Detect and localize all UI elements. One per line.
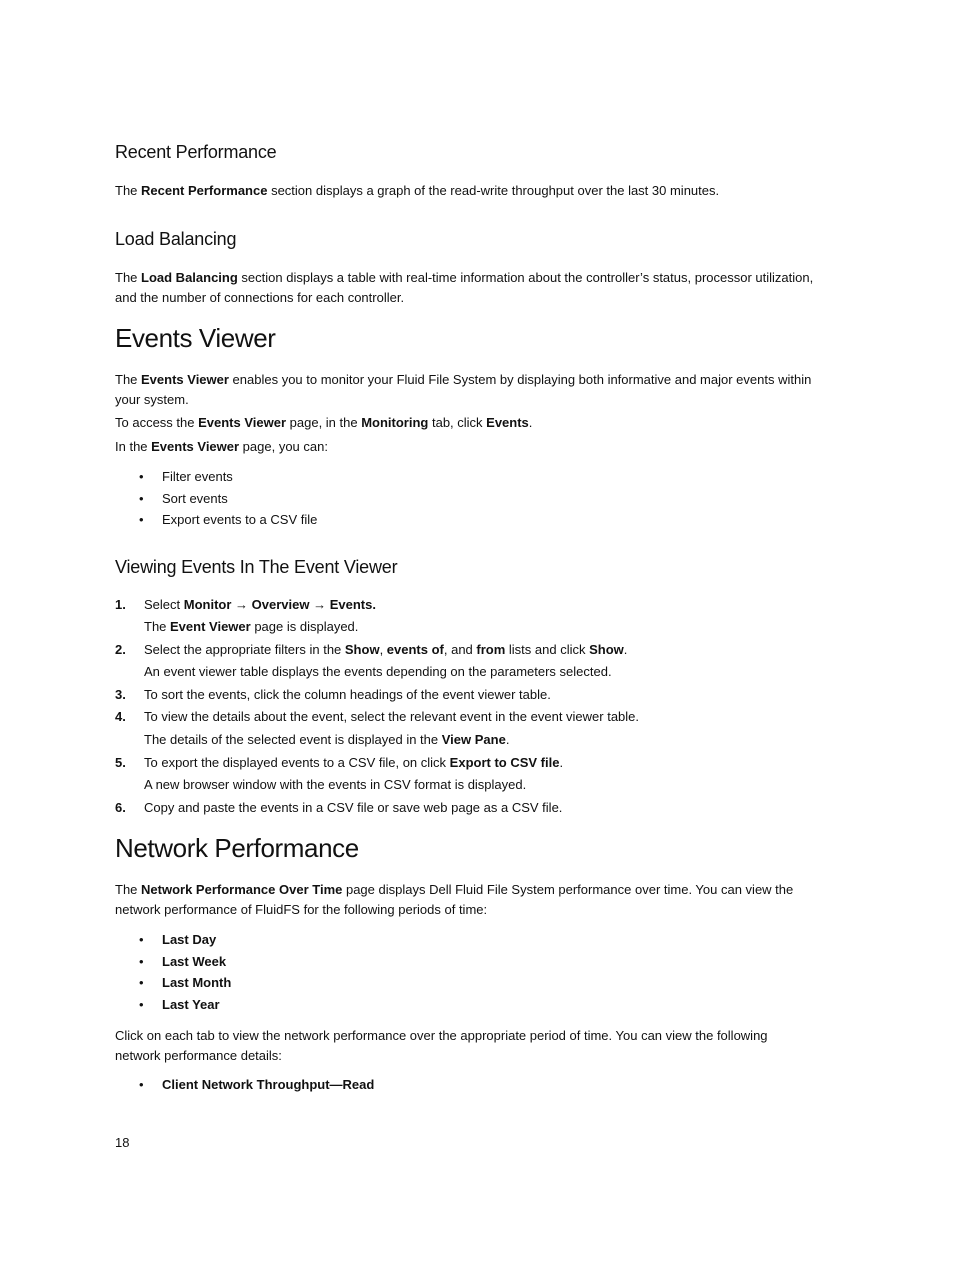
step-1: Select Monitor → Overview → Events. — [144, 597, 376, 612]
heading-load-balancing: Load Balancing — [115, 229, 237, 249]
paragraph-events-viewer-access: To access the Events Viewer page, in the Monitoring tab, click Events. — [115, 415, 533, 430]
step-3: To sort the events, click the column headings of the event viewer table. — [144, 687, 551, 702]
paragraph-load-balancing: The Load Balancing section displays a table with real-time information about the controller’s status, processor utilization, and the number of connections for each controller. — [115, 270, 814, 305]
bullet-icon: • — [139, 512, 144, 527]
list-item: Last Week — [162, 954, 227, 969]
bullet-icon: • — [139, 491, 144, 506]
list-item: Export events to a CSV file — [162, 512, 318, 527]
heading-viewing-events: Viewing Events In The Event Viewer — [115, 557, 398, 577]
paragraph-recent-performance: The Recent Performance section displays a graph of the read-write throughput over the last 30 minutes. — [115, 183, 720, 198]
step-number: 2. — [115, 642, 126, 657]
paragraph-network-performance-intro: The Network Performance Over Time page displays Dell Fluid File System performance over time. You can view the network performance of FluidFS for the following periods of time: — [115, 882, 794, 917]
bullet-icon: • — [139, 954, 144, 969]
list-item: Last Day — [162, 932, 217, 947]
bullet-icon: • — [139, 997, 144, 1012]
list-item: Last Month — [162, 975, 232, 990]
bullet-icon: • — [139, 469, 144, 484]
step-4: To view the details about the event, select the relevant event in the event viewer table. — [144, 709, 640, 724]
bullet-icon: • — [139, 932, 144, 947]
paragraph-network-performance-details: Click on each tab to view the network performance over the appropriate period of time. You can view the following network performance details: — [115, 1028, 768, 1063]
step-2: Select the appropriate filters in the Show, events of, and from lists and click Show. — [144, 642, 628, 657]
paragraph-events-viewer-intro: The Events Viewer enables you to monitor your Fluid File System by displaying both informative and major events within your system. — [115, 372, 812, 407]
step-1-result: The Event Viewer page is displayed. — [144, 619, 359, 634]
paragraph-events-viewer-can: In the Events Viewer page, you can: — [115, 439, 328, 454]
step-number: 5. — [115, 755, 126, 770]
step-4-result: The details of the selected event is displayed in the View Pane. — [144, 732, 510, 747]
page-number: 18 — [115, 1135, 130, 1150]
bullet-icon: • — [139, 1077, 144, 1092]
list-item: Filter events — [162, 469, 233, 484]
step-5-result: A new browser window with the events in CSV format is displayed. — [144, 777, 527, 792]
heading-events-viewer: Events Viewer — [115, 323, 276, 353]
list-item: Client Network Throughput—Read — [162, 1077, 375, 1092]
step-6: Copy and paste the events in a CSV file or save web page as a CSV file. — [144, 800, 563, 815]
heading-network-performance: Network Performance — [115, 833, 359, 863]
list-item: Sort events — [162, 491, 228, 506]
list-item: Last Year — [162, 997, 220, 1012]
step-number: 3. — [115, 687, 126, 702]
heading-recent-performance: Recent Performance — [115, 142, 277, 162]
step-number: 1. — [115, 597, 126, 612]
step-2-result: An event viewer table displays the events depending on the parameters selected. — [144, 664, 612, 679]
step-5: To export the displayed events to a CSV file, on click Export to CSV file. — [144, 755, 564, 770]
step-number: 6. — [115, 800, 126, 815]
step-number: 4. — [115, 709, 126, 724]
bullet-icon: • — [139, 975, 144, 990]
